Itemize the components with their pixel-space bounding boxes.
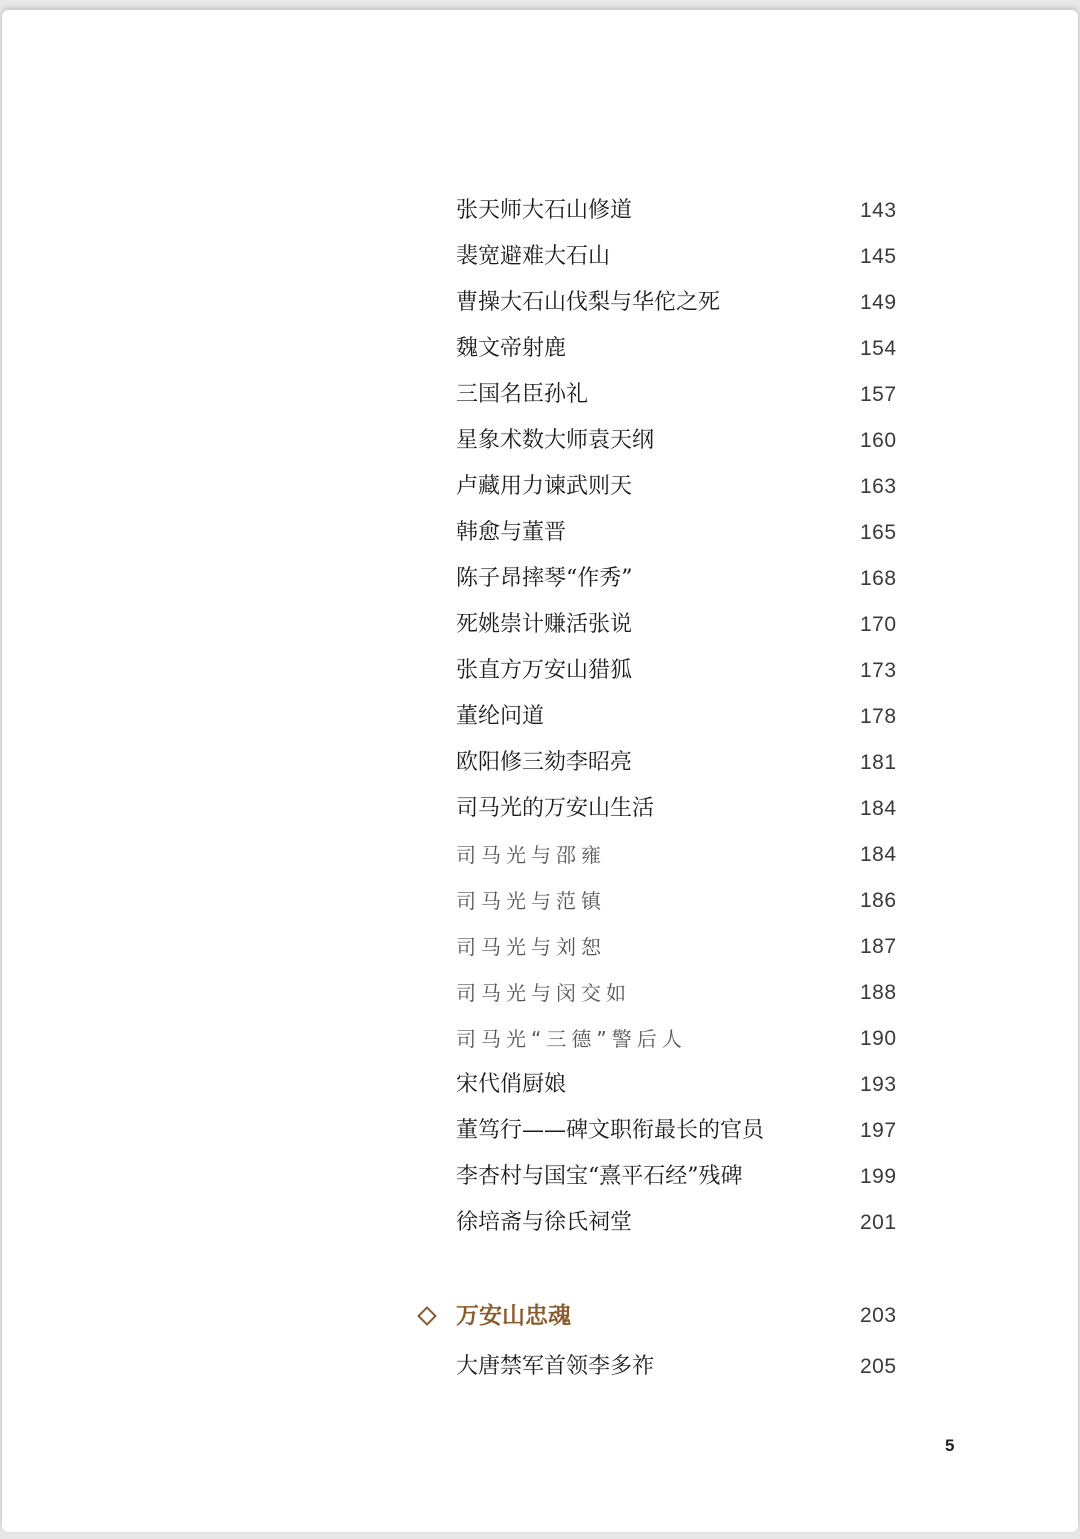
entry-page-number: 186 — [860, 889, 897, 912]
toc-entry — [2, 518, 1078, 558]
entry-title: 司马光的万安山生活 — [456, 796, 655, 821]
entry-page-number: 178 — [860, 705, 897, 728]
toc-entry — [2, 610, 1078, 650]
entry-page-number: 184 — [860, 797, 897, 820]
entry-page-number: 201 — [860, 1211, 897, 1234]
entry-title: 卢藏用力谏武则天 — [456, 474, 633, 499]
diamond-icon — [417, 1306, 437, 1326]
toc-sub-entry — [2, 1024, 1078, 1064]
entry-page-number: 154 — [860, 337, 897, 360]
entry-page-number: 199 — [860, 1165, 897, 1188]
entry-title: 董笃行——碑文职衔最长的官员 — [456, 1118, 765, 1143]
entry-page-number: 187 — [860, 935, 897, 958]
entry-page-number: 160 — [860, 429, 897, 452]
entry-title: 欧阳修三劾李昭亮 — [456, 750, 633, 775]
toc-entry — [2, 1116, 1078, 1156]
section-page-number: 203 — [860, 1304, 897, 1327]
entry-page-number: 205 — [860, 1355, 897, 1378]
toc-entry — [2, 794, 1078, 834]
toc-entry — [2, 1162, 1078, 1202]
toc-entry — [2, 288, 1078, 328]
entry-title: 董纶问道 — [456, 704, 545, 729]
entry-title: 魏文帝射鹿 — [456, 336, 567, 361]
toc-entry — [2, 196, 1078, 236]
entry-title: 张直方万安山猎狐 — [456, 658, 633, 683]
entry-title: 韩愈与董晋 — [456, 520, 567, 545]
entry-page-number: 157 — [860, 383, 897, 406]
toc-entry — [2, 748, 1078, 788]
sub-entry-title: 司马光“三德”警后人 — [456, 1027, 687, 1051]
entry-title: 陈子昂摔琴“作秀” — [456, 566, 633, 591]
sub-entry-title: 司马光与范镇 — [456, 889, 606, 913]
entry-page-number: 170 — [860, 613, 897, 636]
entry-title: 星象术数大师袁天纲 — [456, 428, 655, 453]
document-page — [2, 10, 1078, 1532]
toc-entry — [2, 564, 1078, 604]
entry-title: 李杏村与国宝“熹平石经”残碑 — [456, 1164, 743, 1189]
section-title: 万安山忠魂 — [456, 1303, 571, 1329]
sub-entry-title: 司马光与闵交如 — [456, 981, 631, 1005]
toc-entry — [2, 242, 1078, 282]
toc-section-heading — [2, 1301, 1078, 1341]
toc-entry — [2, 426, 1078, 466]
toc-entry — [2, 334, 1078, 374]
entry-page-number: 163 — [860, 475, 897, 498]
sub-entry-title: 司马光与刘恕 — [456, 935, 606, 959]
entry-title: 死姚崇计赚活张说 — [456, 612, 633, 637]
entry-page-number: 145 — [860, 245, 897, 268]
toc-entry — [2, 702, 1078, 742]
toc-sub-entry — [2, 978, 1078, 1018]
entry-title: 张天师大石山修道 — [456, 198, 633, 223]
footer-page-number: 5 — [945, 1436, 955, 1455]
entry-title: 裴宽避难大石山 — [456, 244, 611, 269]
toc-entry — [2, 380, 1078, 420]
entry-title: 大唐禁军首领李多祚 — [456, 1354, 655, 1379]
entry-page-number: 197 — [860, 1119, 897, 1142]
entry-page-number: 188 — [860, 981, 897, 1004]
entry-page-number: 165 — [860, 521, 897, 544]
entry-page-number: 143 — [860, 199, 897, 222]
entry-title: 徐培斋与徐氏祠堂 — [456, 1210, 633, 1235]
entry-page-number: 184 — [860, 843, 897, 866]
toc-entry — [2, 656, 1078, 696]
toc-sub-entry — [2, 932, 1078, 972]
toc-sub-entry — [2, 886, 1078, 926]
entry-page-number: 149 — [860, 291, 897, 314]
entry-title: 宋代俏厨娘 — [456, 1072, 567, 1097]
toc-entry — [2, 1208, 1078, 1248]
sub-entry-title: 司马光与邵雍 — [456, 843, 606, 867]
entry-page-number: 190 — [860, 1027, 897, 1050]
entry-page-number: 181 — [860, 751, 897, 774]
entry-page-number: 168 — [860, 567, 897, 590]
entry-title: 三国名臣孙礼 — [456, 382, 589, 407]
entry-page-number: 173 — [860, 659, 897, 682]
toc-entry — [2, 1070, 1078, 1110]
toc-sub-entry — [2, 840, 1078, 880]
entry-title: 曹操大石山伐梨与华佗之死 — [456, 290, 721, 315]
toc-entry — [2, 472, 1078, 512]
toc-entry — [2, 1352, 1078, 1392]
entry-page-number: 193 — [860, 1073, 897, 1096]
